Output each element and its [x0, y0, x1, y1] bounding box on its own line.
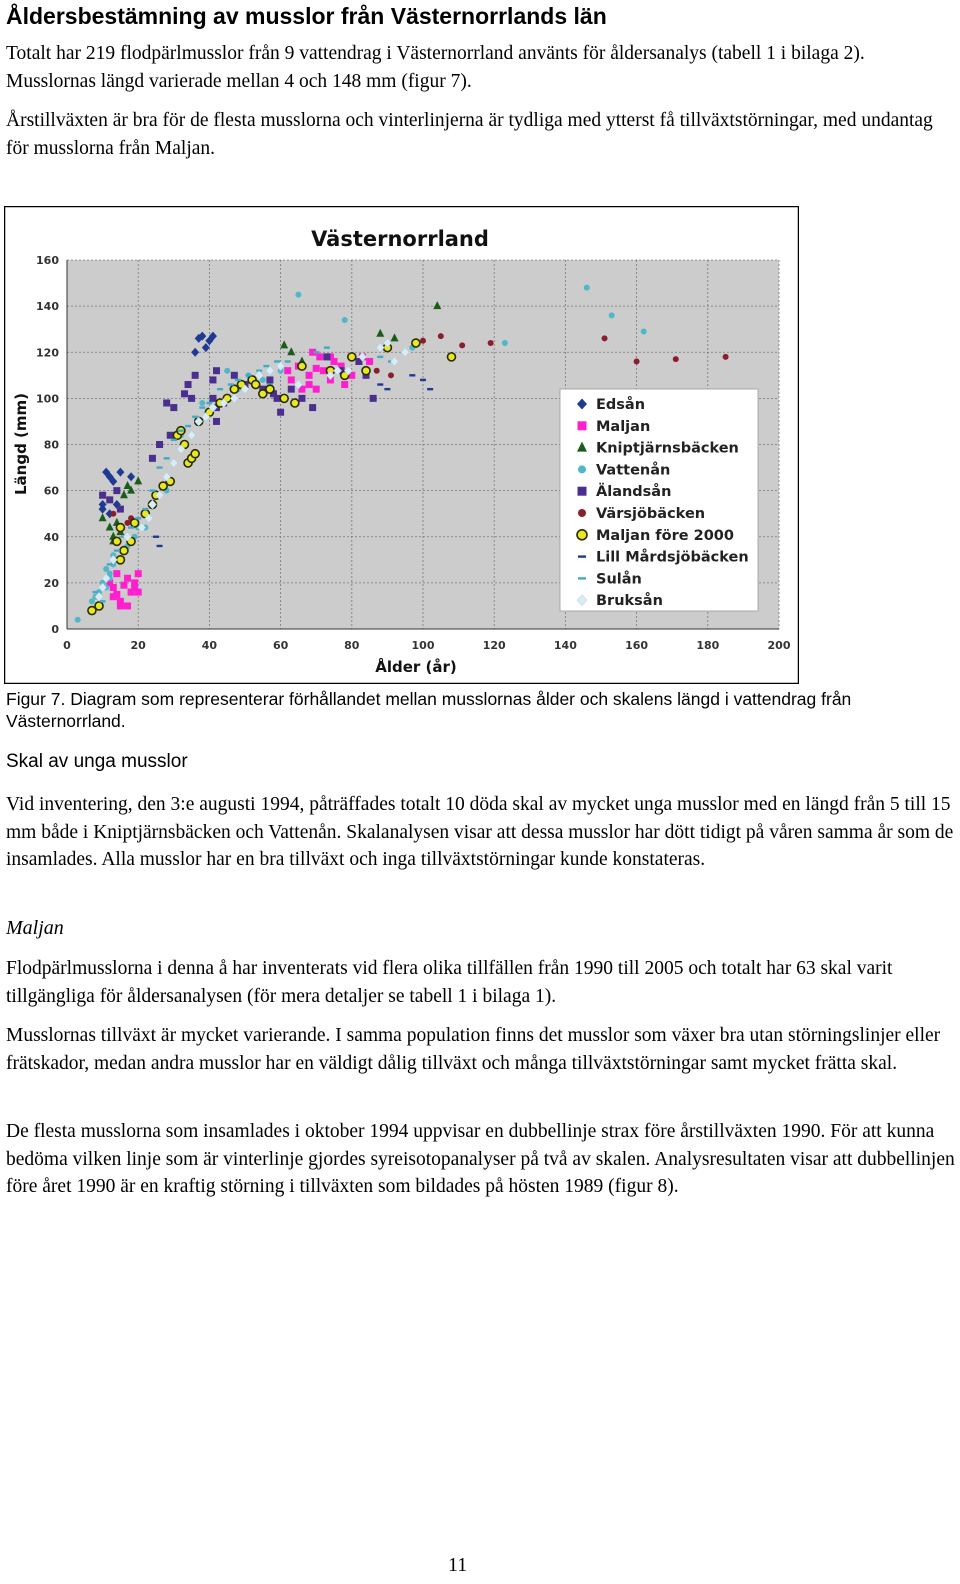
data-point-series-3	[584, 285, 590, 291]
data-point-series-1	[120, 582, 127, 589]
data-point-series-6	[252, 381, 260, 389]
data-point-series-8	[100, 600, 106, 602]
data-point-series-7	[153, 536, 159, 538]
data-point-series-1	[288, 376, 295, 383]
paragraph-intro: Totalt har 219 flodpärlmusslor från 9 vattendrag i Västernorrland använts för åldersanalys (tabell 1 i bilaga 2). Musslornas längd varierade mellan 4 och 148 mm (figur 7).	[6, 43, 865, 92]
data-point-series-6	[266, 385, 274, 393]
data-point-series-6	[362, 367, 370, 375]
paragraph-double-line: De flesta musslorna som insamlades i oktober 1994 uppvisar en dubbellinje strax före årstillväxten 1990. För att kunna bedöma vilken linje som är vinterlinje gjordes syreisotopanalyser på två av skalen. Analysresultaten visar att dubbellinjen före året 1990 är en kraftig störning i tillväxten som bildades på hösten 1989 (figur 8).	[6, 1121, 955, 1197]
data-point-series-8	[235, 379, 241, 381]
data-point-series-7	[384, 388, 390, 390]
x-tick-label: 160	[625, 639, 649, 652]
data-point-series-7	[409, 374, 415, 376]
data-point-series-4	[149, 455, 156, 462]
data-point-series-4	[117, 506, 124, 513]
legend-label: Lill Mårdsjöbäcken	[596, 549, 749, 566]
data-point-series-7	[157, 545, 163, 547]
subheading-young-mussels: Skal av unga musslor	[6, 751, 188, 772]
data-point-series-4	[188, 395, 195, 402]
data-point-series-3	[609, 312, 615, 318]
data-point-series-8	[92, 591, 98, 593]
data-point-series-8	[107, 563, 113, 565]
legend-label: Maljan före 2000	[596, 527, 734, 544]
figure-caption: Figur 7. Diagram som representerar förhållandet mellan musslornas ålder och skalens längd i vattendrag från Västernorrland.	[6, 689, 852, 731]
y-tick-label: 20	[43, 576, 59, 590]
data-point-series-3	[224, 368, 230, 374]
data-point-series-8	[185, 425, 191, 427]
data-point-series-1	[124, 602, 131, 609]
legend-label: Edsån	[596, 397, 646, 413]
data-point-series-8	[199, 406, 205, 408]
data-point-series-3	[502, 340, 508, 346]
legend-label: Bruksån	[596, 593, 663, 610]
data-point-series-3	[199, 400, 205, 406]
legend-label: Sulån	[596, 571, 642, 588]
data-point-series-3	[342, 317, 348, 323]
data-point-series-8	[178, 429, 184, 431]
scatter-chart	[4, 206, 799, 684]
scatter-chart-figure	[4, 206, 799, 684]
data-point-series-5	[723, 354, 729, 360]
data-point-series-3	[641, 328, 647, 334]
data-point-series-1	[284, 367, 291, 374]
data-point-series-3	[295, 292, 301, 298]
data-point-series-8	[285, 360, 291, 362]
paragraph-growth: Årstillväxten är bra för de flesta musslorna och vinterlinjerna är tydliga med ytterst få tillväxtstörningar, med undantag för musslorna från Maljan.	[6, 110, 933, 159]
data-point-series-6	[120, 547, 128, 555]
data-point-series-6	[291, 399, 299, 407]
data-point-series-4	[209, 376, 216, 383]
data-point-series-8	[114, 549, 120, 551]
data-point-series-6	[348, 353, 356, 361]
data-point-series-5	[602, 335, 608, 341]
data-point-series-4	[106, 496, 113, 503]
data-point-series-1	[316, 353, 323, 360]
data-point-series-4	[323, 353, 330, 360]
data-point-series-4	[181, 390, 188, 397]
data-point-series-6	[116, 524, 124, 532]
data-point-series-1	[306, 381, 313, 388]
data-point-series-1	[117, 602, 124, 609]
legend-marker	[578, 509, 586, 517]
data-point-series-4	[288, 386, 295, 393]
data-point-series-5	[374, 368, 380, 374]
legend-marker	[578, 421, 587, 430]
data-point-series-8	[274, 360, 280, 362]
paragraph-maljan-inventory: Flodpärlmusslorna i denna å har inventerats vid flera olika tillfällen från 1990 till 2005 och totalt har 63 skal varit tillgängliga för åldersanalysen (för mera detaljer se tabell 1 i bilaga 1).	[6, 958, 893, 1007]
data-point-series-8	[142, 508, 148, 510]
data-point-series-6	[113, 537, 121, 545]
data-point-series-8	[263, 365, 269, 367]
x-tick-label: 0	[63, 639, 71, 652]
data-point-series-5	[388, 372, 394, 378]
data-point-series-8	[377, 356, 383, 358]
data-point-series-7	[420, 379, 426, 381]
data-point-series-5	[459, 342, 465, 348]
data-point-series-4	[231, 372, 238, 379]
legend-marker	[578, 577, 586, 579]
x-tick-label: 140	[553, 639, 577, 652]
data-point-series-8	[149, 489, 155, 491]
data-point-series-4	[213, 418, 220, 425]
data-point-series-1	[306, 372, 313, 379]
x-tick-label: 20	[130, 639, 146, 652]
data-point-series-4	[156, 441, 163, 448]
x-tick-label: 80	[344, 639, 360, 652]
data-point-series-3	[75, 617, 81, 623]
y-tick-label: 80	[43, 438, 59, 452]
data-point-series-6	[447, 353, 455, 361]
data-point-series-1	[366, 358, 373, 365]
data-point-series-4	[185, 381, 192, 388]
y-tick-label: 140	[36, 300, 59, 314]
section-heading: Åldersbestämning av musslor från Västernorrlands län	[6, 3, 607, 29]
subheading-maljan: Maljan	[6, 917, 64, 939]
data-point-series-8	[171, 439, 177, 441]
page-number: 11	[448, 1554, 468, 1576]
legend-label: Vattenån	[596, 462, 671, 479]
data-point-series-1	[110, 593, 117, 600]
data-point-series-4	[170, 404, 177, 411]
data-point-series-1	[135, 570, 142, 577]
x-tick-label: 100	[411, 639, 435, 652]
x-tick-label: 60	[272, 639, 289, 652]
data-point-series-6	[280, 394, 288, 402]
paragraph-maljan-growth: Musslornas tillväxt är mycket varierande. I samma population finns det musslor som växer bra utan störningslinjer eller frätskador, medan andra musslor har en väldigt dålig tillväxt och många tillväxtstörningar samt mycket frätta skal.	[6, 1025, 941, 1074]
data-point-series-1	[313, 386, 320, 393]
data-point-series-8	[217, 388, 223, 390]
legend-label: Maljan	[596, 418, 651, 435]
data-point-series-5	[110, 511, 116, 517]
data-point-series-4	[192, 372, 199, 379]
legend-label: Älandsån	[596, 484, 672, 501]
y-tick-label: 100	[36, 392, 59, 406]
data-point-series-8	[128, 526, 134, 528]
data-point-series-8	[206, 402, 212, 404]
data-point-series-8	[228, 383, 234, 385]
data-point-series-8	[313, 351, 319, 353]
data-point-series-6	[412, 339, 420, 347]
data-point-series-4	[113, 487, 120, 494]
data-point-series-7	[427, 388, 433, 390]
data-point-series-6	[191, 450, 199, 458]
data-point-series-8	[246, 374, 252, 376]
data-point-series-8	[324, 346, 330, 348]
legend-marker	[577, 530, 587, 540]
data-point-series-8	[192, 416, 198, 418]
data-point-series-6	[298, 362, 306, 370]
data-point-series-5	[420, 338, 426, 344]
data-point-series-5	[488, 340, 494, 346]
y-tick-label: 160	[36, 254, 59, 267]
data-point-series-4	[213, 367, 220, 374]
x-tick-label: 40	[201, 639, 218, 652]
data-point-series-6	[131, 519, 139, 527]
data-point-series-1	[341, 381, 348, 388]
x-axis-label: Ålder (år)	[375, 658, 457, 676]
legend-marker	[578, 555, 586, 557]
data-point-series-7	[377, 383, 383, 385]
y-tick-label: 120	[36, 346, 59, 360]
legend-label: Värsjöbäcken	[596, 506, 706, 522]
data-point-series-1	[113, 570, 120, 577]
x-tick-label: 120	[482, 639, 506, 652]
data-point-series-1	[313, 365, 320, 372]
legend-marker	[578, 465, 586, 473]
legend-marker	[578, 487, 587, 496]
data-point-series-4	[163, 399, 170, 406]
data-point-series-4	[99, 492, 106, 499]
data-point-series-1	[124, 575, 131, 582]
x-tick-label: 200	[767, 639, 791, 652]
data-point-series-8	[164, 457, 170, 459]
data-point-series-6	[95, 602, 103, 610]
data-point-series-1	[135, 589, 142, 596]
x-tick-label: 180	[696, 639, 720, 652]
chart-title: Västernorrland	[311, 227, 489, 251]
y-axis-label: Längd (mm)	[12, 392, 30, 496]
data-point-series-5	[673, 356, 679, 362]
data-point-series-5	[438, 333, 444, 339]
y-tick-label: 40	[43, 530, 59, 544]
data-point-series-4	[209, 395, 216, 402]
paragraph-young-mussels: Vid inventering, den 3:e augusti 1994, påträffades totalt 10 döda skal av mycket unga musslor med en längd från 5 till 15 mm både i Kniptjärnsbäcken och Vattenån. Skalanalysen visar att dessa musslor har dött tidigt på våren samma år som de insamlades. Alla musslor har en bra tillväxt och inga tillväxtstörningar kunde konstateras.	[6, 794, 954, 870]
data-point-series-4	[309, 404, 316, 411]
data-point-series-8	[157, 466, 163, 468]
data-point-series-8	[135, 517, 141, 519]
data-point-series-4	[370, 395, 377, 402]
data-point-series-5	[634, 358, 640, 364]
y-tick-label: 0	[51, 623, 59, 636]
data-point-series-4	[277, 409, 284, 416]
y-tick-label: 60	[43, 484, 59, 498]
legend-label: Kniptjärnsbäcken	[596, 440, 739, 457]
data-point-series-4	[266, 376, 273, 383]
data-point-series-4	[298, 395, 305, 402]
